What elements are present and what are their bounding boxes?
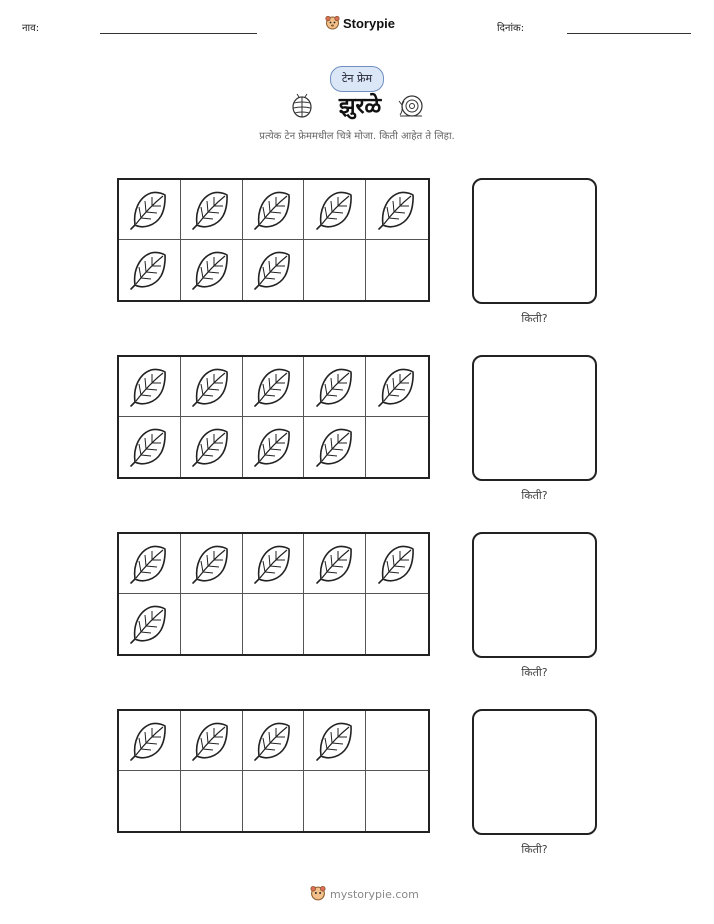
frame-cell [181, 771, 243, 831]
frame-cell [243, 357, 305, 417]
leaf-icon [253, 249, 293, 291]
frame-cell [119, 417, 181, 477]
answer-box-3[interactable] [472, 532, 597, 658]
cockroach-icon [290, 93, 314, 119]
leaf-icon [315, 720, 355, 762]
leaf-icon [253, 426, 293, 468]
frame-cell [366, 594, 428, 654]
frame-cell [304, 357, 366, 417]
frame-cell [243, 771, 305, 831]
storypie-logo-icon [325, 15, 340, 31]
leaf-icon [377, 543, 417, 585]
leaf-icon [191, 189, 231, 231]
frame-cell [181, 417, 243, 477]
leaf-icon [129, 603, 169, 645]
frame-cell [181, 711, 243, 771]
frame-cell [243, 180, 305, 240]
frame-cell [181, 240, 243, 300]
frame-cell [119, 357, 181, 417]
frame-cell [181, 534, 243, 594]
frame-cell [243, 594, 305, 654]
frame-cell [366, 180, 428, 240]
frame-cell [243, 534, 305, 594]
frame-cell [181, 594, 243, 654]
ten-frame-2 [117, 355, 430, 479]
answer-prompt-3: किती? [521, 666, 548, 679]
instructions: प्रत्येक टेन फ्रेममधील चित्रे मोजा. किती आहेत ते लिहा. [259, 131, 455, 142]
frame-cell [119, 180, 181, 240]
frame-cell [366, 711, 428, 771]
frame-cell [366, 240, 428, 300]
leaf-icon [191, 720, 231, 762]
leaf-icon [315, 189, 355, 231]
frame-cell [304, 711, 366, 771]
frame-cell [119, 594, 181, 654]
leaf-icon [129, 189, 169, 231]
brand-name: Storypie [342, 15, 395, 31]
page-title: झुरळे [338, 94, 382, 119]
brand-logo [325, 13, 395, 33]
frame-cell [366, 534, 428, 594]
leaf-icon [191, 543, 231, 585]
ten-frame-4 [117, 709, 430, 833]
leaf-icon [377, 189, 417, 231]
ten-frame-1 [117, 178, 430, 302]
frame-cell [304, 240, 366, 300]
frame-cell [181, 180, 243, 240]
date-label: दिनांक: [497, 23, 525, 34]
ten-frame-3 [117, 532, 430, 656]
snail-icon [397, 93, 425, 119]
frame-cell [181, 357, 243, 417]
frame-cell [243, 711, 305, 771]
answer-prompt-2: किती? [521, 489, 548, 502]
leaf-icon [315, 366, 355, 408]
leaf-icon [315, 543, 355, 585]
footer-url: mystorypie.com [330, 888, 419, 901]
frame-cell [243, 240, 305, 300]
frame-cell [366, 771, 428, 831]
frame-cell [304, 594, 366, 654]
date-field-line[interactable] [567, 33, 691, 34]
frame-cell [119, 711, 181, 771]
leaf-icon [315, 426, 355, 468]
leaf-icon [253, 543, 293, 585]
leaf-icon [253, 720, 293, 762]
answer-prompt-1: किती? [521, 312, 548, 325]
frame-cell [119, 771, 181, 831]
frame-cell [304, 771, 366, 831]
name-field-line[interactable] [100, 33, 257, 34]
leaf-icon [191, 366, 231, 408]
leaf-icon [377, 366, 417, 408]
leaf-icon [253, 189, 293, 231]
leaf-icon [253, 366, 293, 408]
leaf-icon [191, 249, 231, 291]
answer-prompt-4: किती? [521, 843, 548, 856]
leaf-icon [129, 720, 169, 762]
leaf-icon [129, 366, 169, 408]
footer-logo-icon [310, 885, 326, 902]
leaf-icon [129, 426, 169, 468]
frame-cell [304, 417, 366, 477]
frame-cell [119, 534, 181, 594]
name-label: नाव: [22, 23, 40, 34]
leaf-icon [129, 249, 169, 291]
frame-cell [304, 180, 366, 240]
leaf-icon [129, 543, 169, 585]
leaf-icon [191, 426, 231, 468]
frame-cell [366, 357, 428, 417]
topic-pill: टेन फ्रेम [330, 66, 384, 92]
answer-box-1[interactable] [472, 178, 597, 304]
frame-cell [119, 240, 181, 300]
frame-cell [304, 534, 366, 594]
answer-box-2[interactable] [472, 355, 597, 481]
frame-cell [366, 417, 428, 477]
answer-box-4[interactable] [472, 709, 597, 835]
frame-cell [243, 417, 305, 477]
